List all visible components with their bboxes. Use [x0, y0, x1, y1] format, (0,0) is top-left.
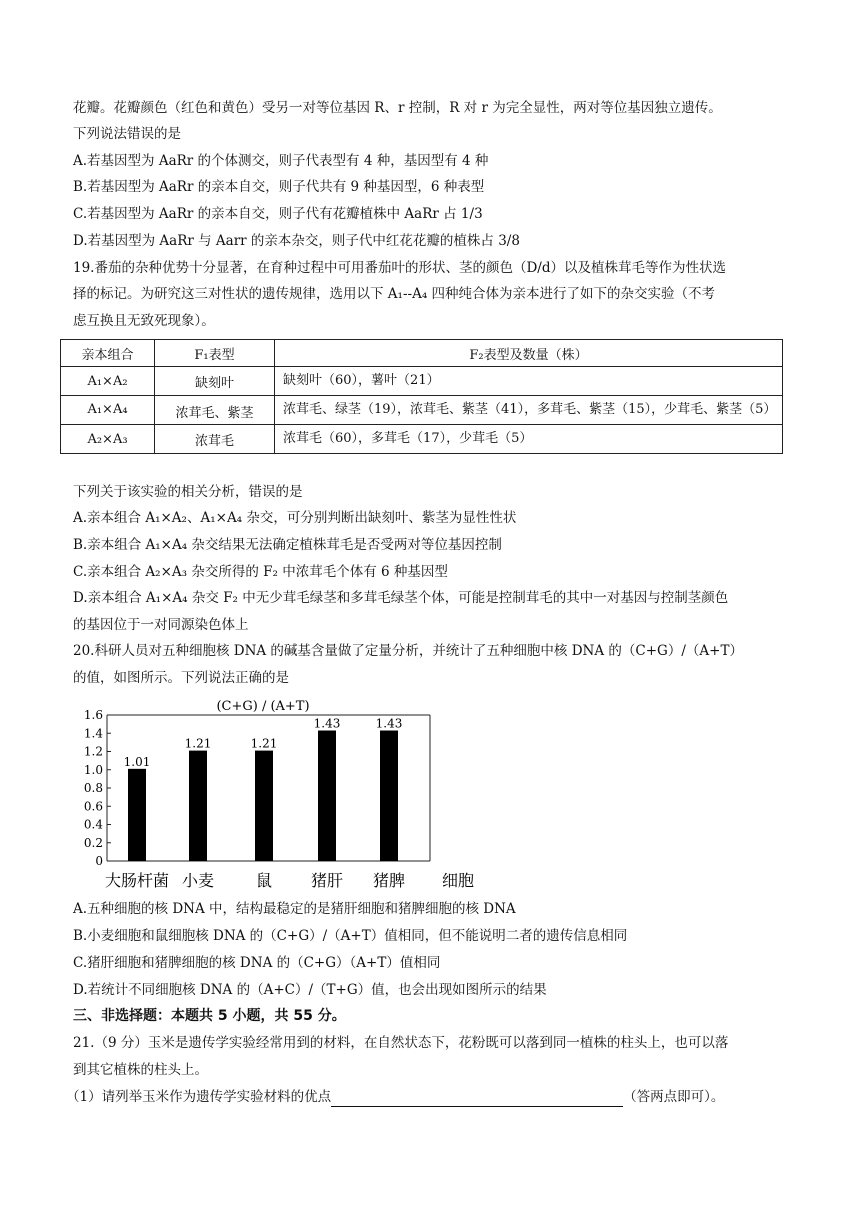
bar	[318, 731, 336, 861]
y-tick-label: 0.4	[83, 817, 103, 832]
cross-experiment-table	[60, 339, 783, 454]
x-category-label: 大肠杆菌	[104, 871, 170, 890]
bar	[255, 751, 273, 861]
x-category-label: 猪肝	[310, 871, 344, 890]
option-b: B.若基因型为 AaRr 的亲本自交，则子代共有 9 种基因型，6 种表型	[73, 179, 485, 195]
question-21-stem: 到其它植株的柱头上。	[73, 1062, 208, 1078]
y-tick-label: 0.8	[83, 781, 103, 795]
base-ratio-bar-chart	[75, 693, 475, 898]
table-cell: 缺刻叶（60），薯叶（21）	[275, 367, 783, 396]
bar	[128, 769, 146, 861]
section-heading: 三、非选择题：本题共 5 小题，共 55 分。	[73, 1008, 346, 1024]
table-row	[61, 425, 783, 454]
bar-value-label: 1.43	[313, 716, 341, 731]
question-19-stem: 择的标记。为研究这三对性状的遗传规律，选用以下 A₁--A₄ 四种纯合体为亲本进行了如下的杂交实验（不考	[73, 286, 716, 302]
x-category-label: 鼠	[255, 871, 273, 890]
chart-title: (C+G) / (A+T)	[216, 699, 310, 714]
y-tick-label: 1.4	[83, 726, 103, 741]
question-19-stem: 虑互换且无致死现象）。	[73, 313, 215, 329]
table-header: 亲本组合	[61, 340, 155, 367]
question-19-stem: 19.番茄的杂种优势十分显著，在育种过程中可用番茄叶的形状、茎的颜色（D/d）以及植株茸毛等作为性状选	[73, 260, 726, 276]
x-category-label: 小麦	[181, 871, 215, 890]
option-d-cont: 的基因位于一对同源染色体上	[73, 617, 249, 633]
question-21-stem: 21.（9 分）玉米是遗传学实验经常用到的材料，在自然状态下，花粉既可以落到同一植株的柱头上，也可以落	[73, 1035, 729, 1051]
table-cell: 浓茸毛	[155, 425, 275, 454]
option-b: B.小麦细胞和鼠细胞核 DNA 的（C+G）/（A+T）值相同，但不能说明二者的遗传信息相同	[73, 928, 628, 944]
question-prefix: （1）请列举玉米作为遗传学实验材料的优点	[66, 1089, 332, 1105]
table-row	[61, 367, 783, 396]
table-header: F₁表型	[155, 340, 275, 367]
question-21-part-1	[66, 1087, 724, 1107]
option-a: A.亲本组合 A₁×A₂、A₁×A₄ 杂交，可分别判断出缺刻叶、紫茎为显性性状	[73, 510, 517, 526]
option-d: D.亲本组合 A₁×A₄ 杂交 F₂ 中无少茸毛绿茎和多茸毛绿茎个体，可能是控制茸毛的其中一对基因与控制茎颜色	[73, 590, 729, 606]
bar-value-label: 1.43	[375, 716, 403, 731]
text-line: 花瓣。花瓣颜色（红色和黄色）受另一对等位基因 R、r 控制，R 对 r 为完全显性，两对等位基因独立遗传。	[73, 100, 722, 116]
bar-value-label: 1.21	[184, 736, 212, 751]
bar	[380, 731, 398, 861]
option-b: B.亲本组合 A₁×A₄ 杂交结果无法确定植株茸毛是否受两对等位基因控制	[73, 537, 502, 553]
x-category-label: 猪脾	[372, 871, 406, 890]
table-header-row	[61, 340, 783, 367]
text-line: 下列说法错误的是	[73, 126, 181, 142]
text-line: 下列关于该实验的相关分析，错误的是	[73, 484, 303, 500]
option-c: C.若基因型为 AaRr 的亲本自交，则子代有花瓣植株中 AaRr 占 1/3	[73, 206, 483, 222]
y-tick-label: 1.2	[83, 744, 103, 759]
y-tick-label: 0	[95, 854, 103, 868]
bar-value-label: 1.01	[123, 754, 151, 769]
table-cell: 浓茸毛、紫茎	[155, 396, 275, 425]
option-c: C.猪肝细胞和猪脾细胞的核 DNA 的（C+G）（A+T）值相同	[73, 955, 441, 971]
question-20-stem: 的值，如图所示。下列说法正确的是	[73, 670, 289, 686]
question-suffix: （答两点即可）。	[623, 1089, 725, 1105]
y-tick-label: 1.0	[83, 762, 103, 777]
table-cell: 缺刻叶	[155, 367, 275, 396]
y-tick-label: 1.6	[83, 708, 103, 722]
table-cell: A₁×A₂	[61, 367, 155, 396]
option-d: D.若基因型为 AaRr 与 Aarr 的亲本杂交，则子代中红花花瓣的植株占 3/8	[73, 233, 520, 249]
option-c: C.亲本组合 A₂×A₃ 杂交所得的 F₂ 中浓茸毛个体有 6 种基因型	[73, 564, 448, 580]
table-cell: 浓茸毛（60），多茸毛（17），少茸毛（5）	[275, 425, 783, 454]
answer-blank[interactable]	[331, 1092, 623, 1107]
option-a: A.五种细胞的核 DNA 中，结构最稳定的是猪肝细胞和猪脾细胞的核 DNA	[73, 901, 516, 917]
bar	[189, 751, 207, 861]
x-axis-label: 细胞	[441, 871, 475, 890]
bar-value-label: 1.21	[250, 736, 278, 751]
table-header: F₂表型及数量（株）	[275, 340, 783, 367]
table-row	[61, 396, 783, 425]
option-a: A.若基因型为 AaRr 的个体测交，则子代表型有 4 种，基因型有 4 种	[73, 153, 489, 169]
table-cell: A₁×A₄	[61, 396, 155, 425]
table-cell: 浓茸毛、绿茎（19），浓茸毛、紫茎（41），多茸毛、紫茎（15），少茸毛、紫茎（5）	[275, 396, 783, 425]
table-cell: A₂×A₃	[61, 425, 155, 454]
y-tick-label: 0.6	[83, 799, 103, 814]
y-tick-label: 0.2	[83, 835, 103, 850]
question-20-stem: 20.科研人员对五种细胞核 DNA 的碱基含量做了定量分析，并统计了五种细胞中核 DNA 的（C+G）/（A+T）	[73, 643, 743, 659]
option-d: D.若统计不同细胞核 DNA 的（A+C）/（T+G）值，也会出现如图所示的结果	[73, 982, 547, 998]
